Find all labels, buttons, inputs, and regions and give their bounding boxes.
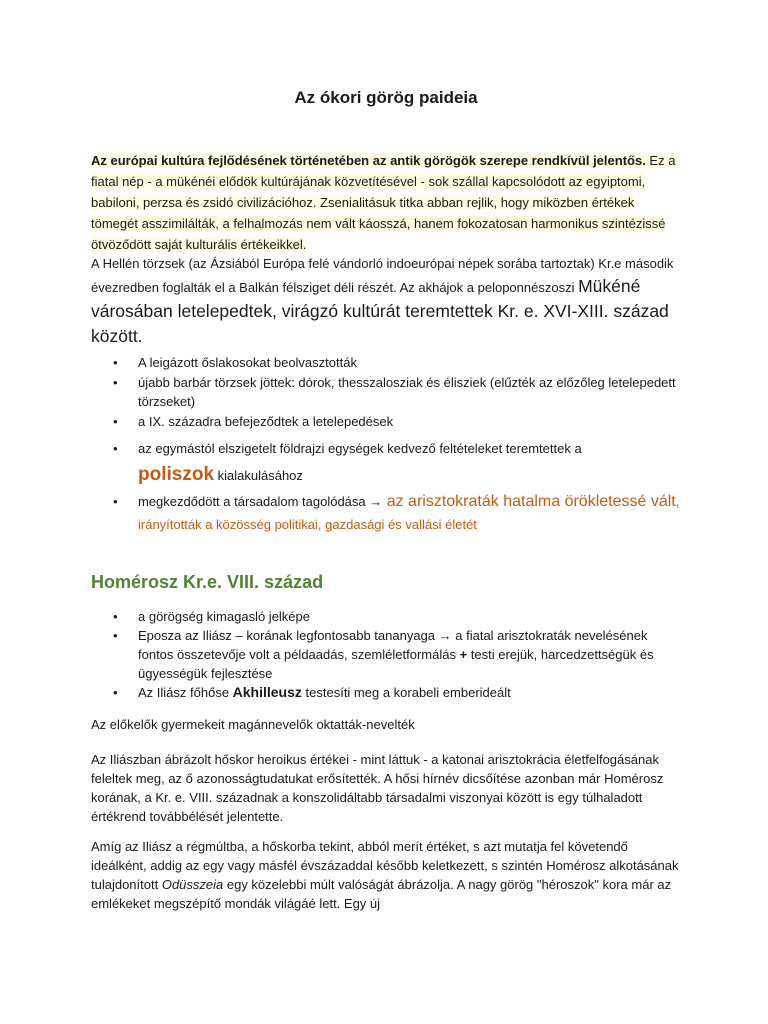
list-item-text: a görögség kimagasló jelképe (138, 609, 310, 624)
list-item-text: A leigázott őslakosokat beolvasztották (138, 355, 357, 370)
poliszok-highlight: poliszok (138, 464, 215, 485)
list-item-text: az egymástól elszigetelt földrajzi egységek kedvező feltételeket teremtettek a (138, 441, 582, 456)
section-heading-homerosz: Homérosz Kr.e. VIII. század (91, 572, 324, 592)
list-item-text: testesíti meg a korabeli emberideált (301, 685, 511, 700)
bullet: • (113, 628, 118, 643)
aristocrats-highlight: az arisztokraták hatalma örökletessé vált (382, 493, 676, 510)
list-item (91, 436, 681, 489)
list-item-text: a fiatal arisztokraták nevelésének fontos összetevője volt a példaadás, szemléletformálás (138, 628, 648, 662)
document-title: Az ókori görög paideia (294, 88, 478, 107)
list-item-text: megkezdődött a társadalom tagolódása (138, 494, 370, 509)
homerosz-list (91, 607, 681, 702)
bullet: • (113, 685, 118, 700)
bullet: • (113, 355, 118, 370)
mukene-large-text: Mükéné városában letelepedtek, virágzó kultúrát teremtettek Kr. e. XVI-XIII. század között. (91, 276, 669, 346)
bullet: • (113, 609, 118, 624)
list-item-text: testi erejük, harcedzettségük és ügyességük fejlesztése (138, 647, 654, 681)
aristocrats-detail: , irányították a közösség politikai, gazdasági és vallási életét (138, 494, 680, 532)
bullet: • (113, 414, 118, 429)
intro-body: Ez a fiatal nép - a mükénéi elődök kultúrájának közvetítésével - sok szállal kapcsolódott az egyiptomi, babiloni, perzsa és zsidó civilizációhoz. Zsenialitásuk titka abban rejlik, hogy miközben értékek tömegét asszimilálták, a felhalmozás nem vált káosszá, hanem fokozatosan harmonikus szintézissé ötvöződött saját kulturális értékeikkel. (91, 153, 676, 252)
list-item (91, 626, 681, 683)
hellen-text: A Hellén törzsek (az Ázsiából Európa felé vándorló indoeurópai népek sorába tartoztak) Kr.e második évezredben foglalták el a Balkán félsziget déli részét. Az akhájok a peloponnészoszi (91, 256, 674, 295)
arrow-right-icon: → (438, 628, 452, 643)
list-item-text: újabb barbár törzsek jöttek: dórok, thesszalosziak és élisziek (elűzték az előzőleg letelepedett törzseket) (138, 375, 676, 409)
list-item-text: kialakulásához (214, 468, 303, 483)
paragraph-text: egy közelebbi múlt valóságát ábrázolja. A nagy görög "héroszok" kora már az emlékeket megszépítő mondák világáé lett. Egy új (91, 877, 672, 911)
paragraph-private-tutors: Az előkelők gyermekeit magánnevelők oktatták-nevelték (91, 717, 415, 732)
hellen-paragraph (91, 254, 681, 349)
list-item (91, 607, 681, 626)
list-item (91, 373, 681, 411)
paragraph-odusszeia (91, 837, 681, 913)
list-item (91, 683, 681, 702)
paragraph-iliasz-values: Az Iliászban ábrázolt hőskor heroikus értékei - mint láttuk - a katonai arisztokrácia életfelfogásának feleltek meg, az ő azonosságtudatukat erősítették. A hősi hírnév dicsőítése azonban már Homérosz korának, a Kr. e. VIII. századnak a konszolidáltabb társadalmi viszonyai között is egy túlhaladott értékrend továbbélését jelentette. (91, 752, 664, 824)
list-item (91, 490, 681, 536)
list-item-text: Eposza az Iliász – korának legfontosabb tananyaga (138, 628, 439, 643)
bullet: • (113, 441, 118, 456)
intro-lead-sentence: Az európai kultúra fejlődésének történetében az antik görögök szerepe rendkívül jelentős. (91, 153, 646, 168)
list-item-text: Az Iliász főhőse (138, 685, 233, 700)
akhilleusz-highlight: Akhilleusz (232, 684, 302, 700)
list-item (91, 412, 681, 431)
list-item-text: a IX. századra befejeződtek a letelepedések (138, 414, 394, 429)
list-item (91, 353, 681, 372)
bullet: • (113, 375, 118, 390)
arrow-right-icon: → (369, 494, 383, 509)
intro-paragraph (91, 150, 681, 255)
plus-sign: + (459, 647, 468, 662)
paragraph-text: Amíg az Iliász a régmúltba, a hőskorba tekint, abból merít értéket, s azt mutatja fel követendő ideálként, addig az egy vagy másfél évszázaddal később keletkezett, s szintén Homérosz alkotásának tulajdonított (91, 839, 679, 892)
bullet: • (113, 494, 118, 509)
odusszeia-title: Odüsszeia (161, 877, 224, 892)
settlement-list (91, 353, 681, 537)
